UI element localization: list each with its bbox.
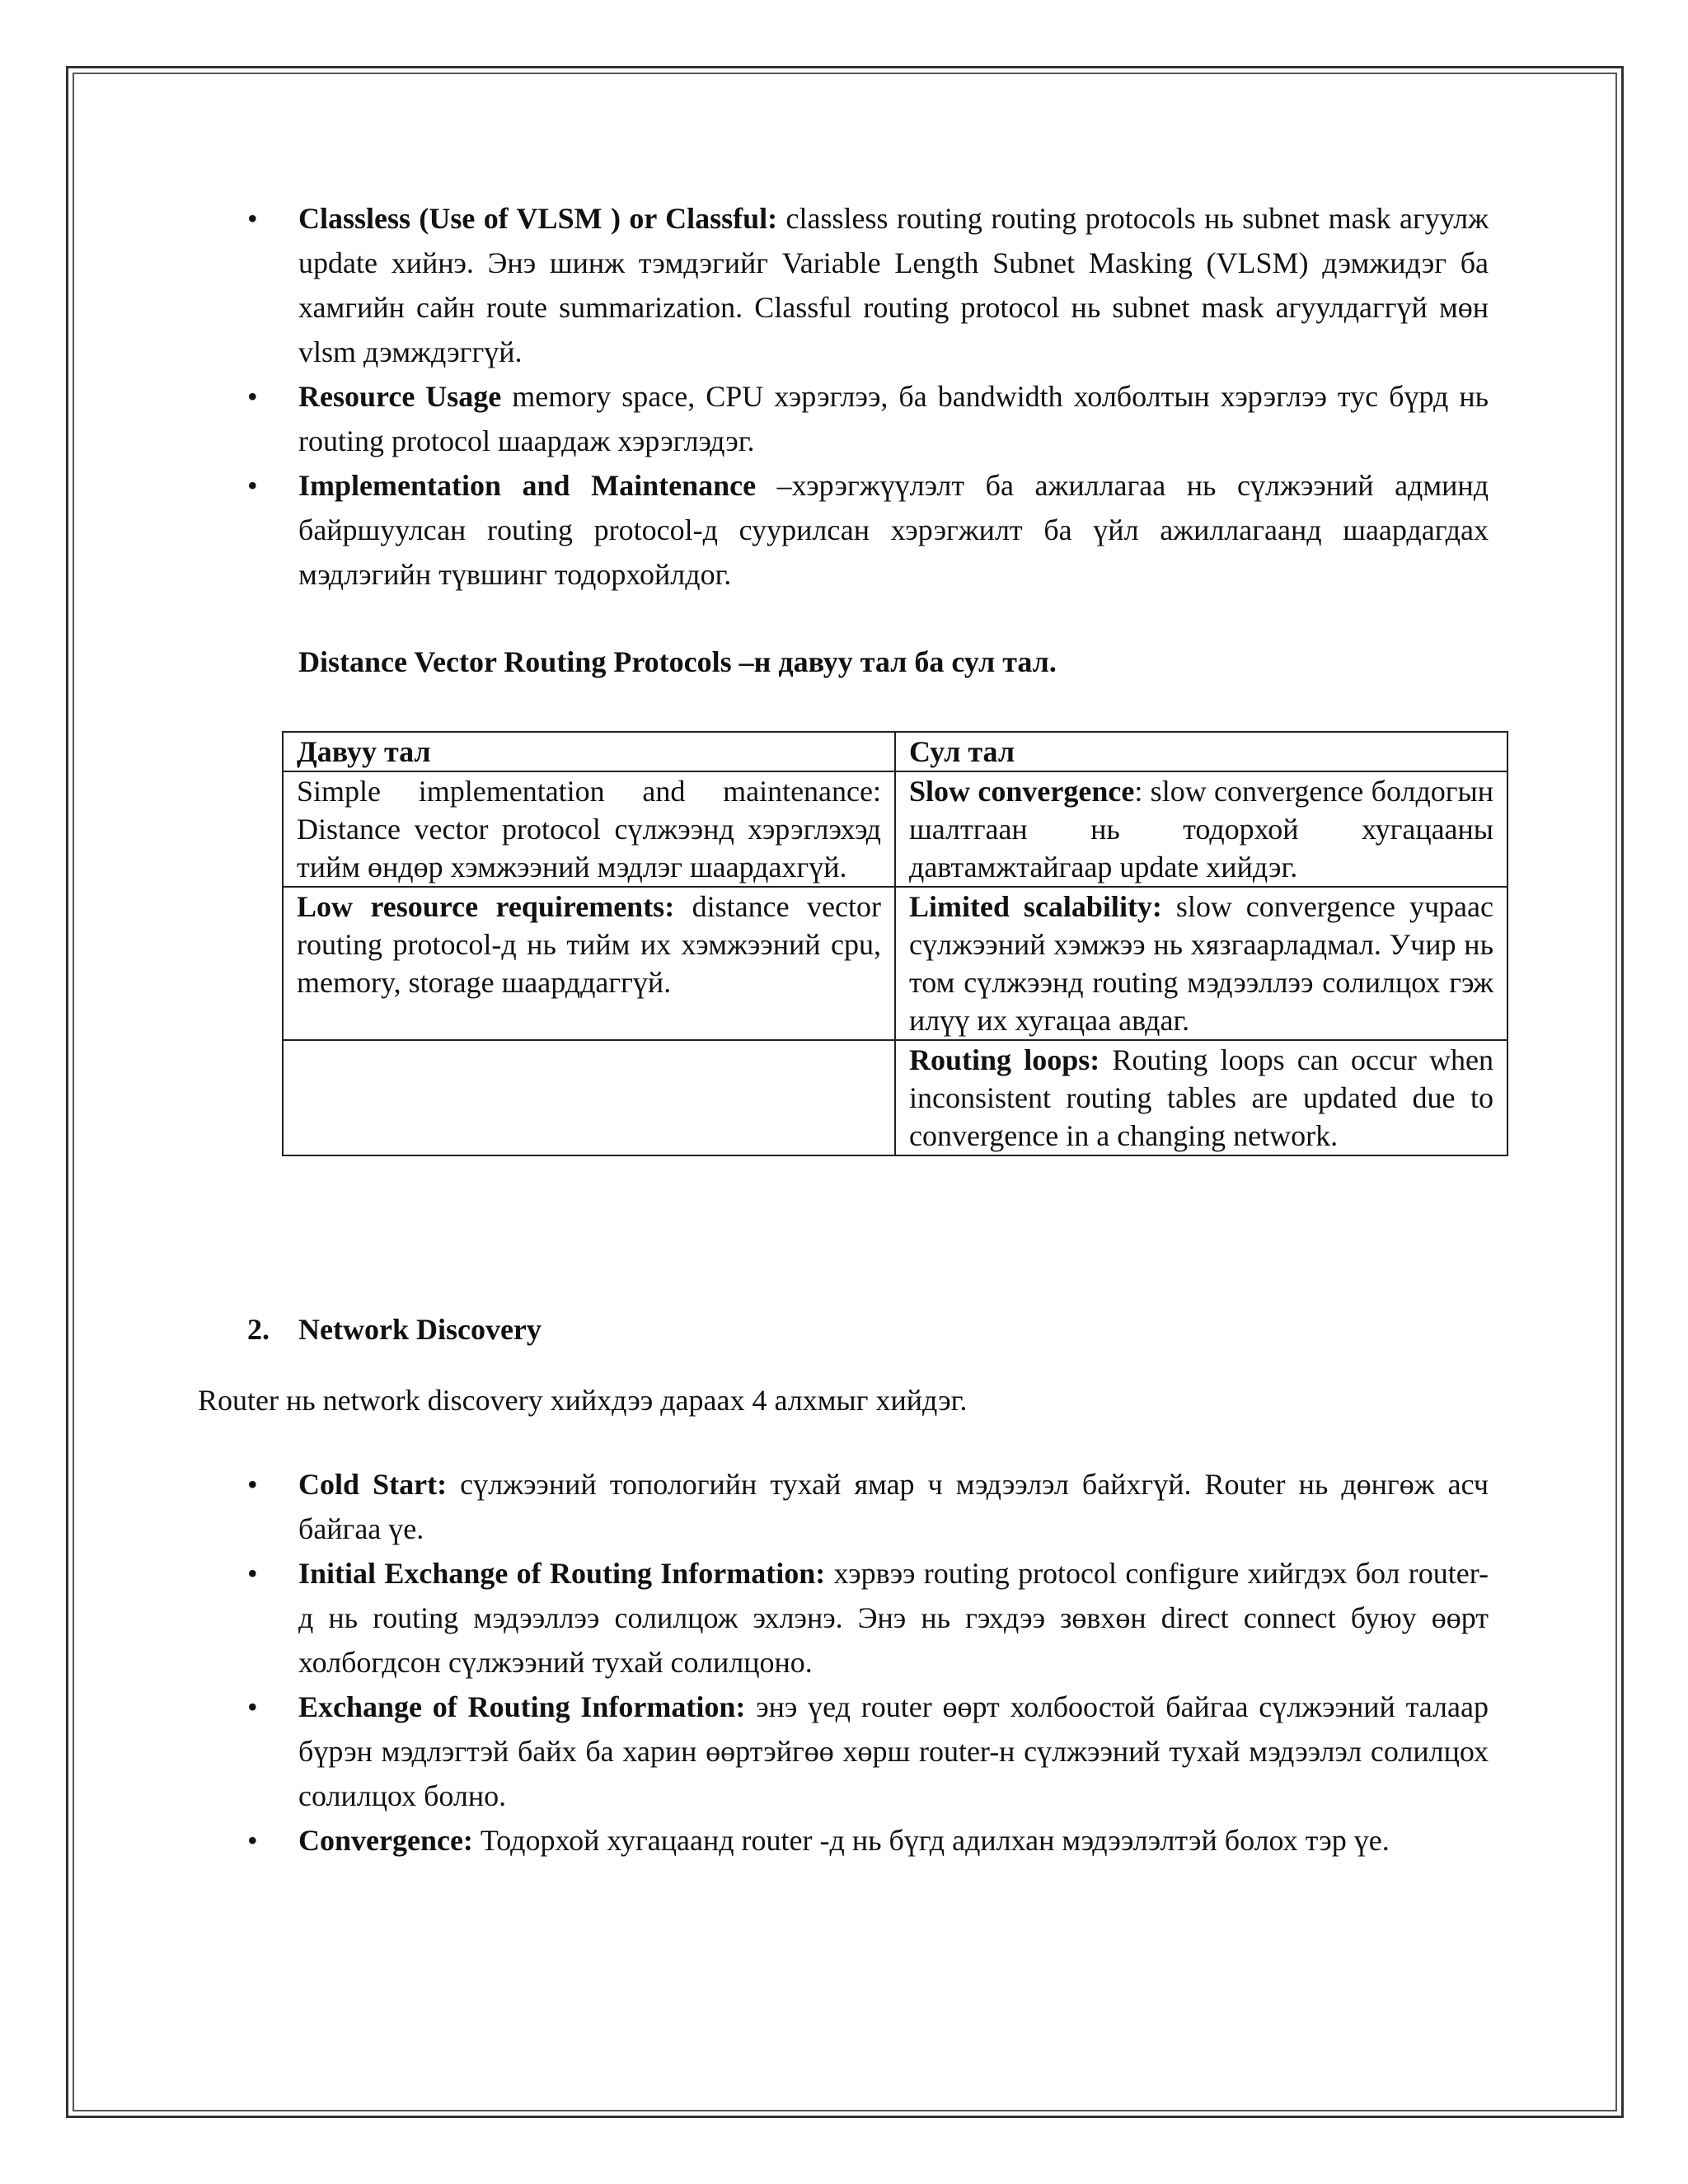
item-title: Exchange of Routing Information:	[298, 1690, 746, 1723]
bullet-icon: •	[247, 202, 258, 235]
list-item	[247, 1462, 1489, 1551]
table-cell	[283, 771, 895, 887]
item-title: Implementation and Maintenance	[298, 469, 757, 502]
list-item	[247, 196, 1489, 374]
section-title: Network Discovery	[298, 1313, 542, 1346]
cell-text: : slow convergence болдогын шалтгаан нь тодорхой хугацааны давтамжтайгаар update хийдэг.	[909, 775, 1493, 883]
bullet-list-routing-characteristics	[247, 196, 1489, 597]
cell-text: Routing loops can occur when inconsistent routing tables are updated due to convergence in a changing network.	[909, 1043, 1493, 1152]
list-item	[247, 463, 1489, 597]
comparison-table	[282, 731, 1508, 1156]
cell-text: Simple implementation and maintenance: Distance vector protocol сүлжээнд хэрэглэхэд тийм өндөр хэмжээний мэдлэг шаардахгүй.	[297, 775, 881, 883]
bullet-icon: •	[247, 1690, 258, 1723]
list-item	[247, 1551, 1489, 1685]
bullet-icon: •	[247, 380, 258, 413]
item-title: Initial Exchange of Routing Information:	[298, 1557, 826, 1590]
bullet-icon: •	[247, 469, 258, 502]
item-text: сүлжээний топологийн тухай ямар ч мэдээлэл байхгүй. Router нь дөнгөж асч байгаа үе.	[298, 1468, 1489, 1545]
item-text: classless routing routing protocols нь subnet mask агуулж update хийнэ. Энэ шинж тэмдэгийг Variable Length Subnet Masking (VLSM) дэмжидэг ба хамгийн сайн route summarization. Classful routing protocol нь subnet mask агуулдаггүй мөн vlsm дэмждэггүй.	[298, 202, 1489, 368]
cell-title: Routing loops:	[909, 1043, 1100, 1076]
bullet-list-discovery-steps	[247, 1462, 1489, 1863]
header-advantages: Давуу тал	[283, 732, 895, 771]
table-cell	[895, 1040, 1507, 1155]
header-disadvantages: Сул тал	[895, 732, 1507, 771]
table-cell	[895, 771, 1507, 887]
section-number: 2.	[247, 1313, 270, 1346]
table-title: Distance Vector Routing Protocols –н давуу тал ба сул тал.	[298, 645, 1057, 678]
bullet-icon: •	[247, 1557, 258, 1590]
table-cell	[283, 887, 895, 1040]
cell-title: Low resource requirements:	[297, 890, 675, 923]
table-header-row	[283, 732, 1507, 771]
list-item	[247, 374, 1489, 463]
bullet-icon: •	[247, 1824, 258, 1857]
item-title: Cold Start:	[298, 1468, 448, 1501]
item-title: Classless (Use of VLSM ) or Classful:	[298, 202, 778, 235]
cell-title: Slow convergence	[909, 775, 1135, 808]
table-row	[283, 887, 1507, 1040]
table-row	[283, 1040, 1507, 1155]
cell-text: distance vector routing protocol-д нь тийм их хэмжээний cpu, memory, storage шаарддаггүй.	[297, 890, 881, 999]
table-cell-empty	[283, 1040, 895, 1155]
item-title: Resource Usage	[298, 380, 502, 413]
list-item	[247, 1818, 1489, 1863]
item-text: –хэрэгжүүлэлт ба ажиллагаа нь сүлжээний админд байршуулсан routing protocol-д суурилсан хэрэгжилт ба үйл ажиллагаанд шаардагдах мэдлэгийн түвшинг тодорхойлдог.	[298, 469, 1489, 591]
section-heading	[247, 1307, 542, 1352]
list-item	[247, 1685, 1489, 1818]
item-title: Convergence:	[298, 1824, 473, 1857]
item-text: Тодорхой хугацаанд router -д нь бүгд адилхан мэдээлэлтэй болох тэр үе.	[472, 1824, 1390, 1857]
item-text: memory space, CPU хэрэглээ, ба bandwidth холболтын хэрэглээ тус бүрд нь routing protocol шаардаж хэрэглэдэг.	[298, 380, 1489, 457]
table-row	[283, 771, 1507, 887]
table-cell	[895, 887, 1507, 1040]
item-text: энэ үед router өөрт холбоостой байгаа сүлжээний талаар бүрэн мэдлэгтэй байх ба харин өөртэйгөө хөрш router-н сүлжээний тухай мэдээлэл солилцох солилцох болно.	[298, 1690, 1489, 1812]
cell-title: Limited scalability:	[909, 890, 1162, 923]
intro-paragraph: Router нь network discovery хийхдээ дараах 4 алхмыг хийдэг.	[198, 1384, 968, 1417]
bullet-icon: •	[247, 1468, 258, 1501]
cell-text: slow convergence учраас сүлжээний хэмжээ нь хязгаарладмал. Учир нь том сүлжээнд routing мэдээллээ солилцох гэж илүү их хугацаа авдаг.	[909, 890, 1493, 1037]
item-text: хэрвээ routing protocol configure хийгдэх бол router-д нь routing мэдээллээ солилцож эхлэнэ. Энэ нь гэхдээ зөвхөн direct connect буюу өөрт холбогдсон сүлжээний тухай солилцоно.	[298, 1557, 1489, 1679]
